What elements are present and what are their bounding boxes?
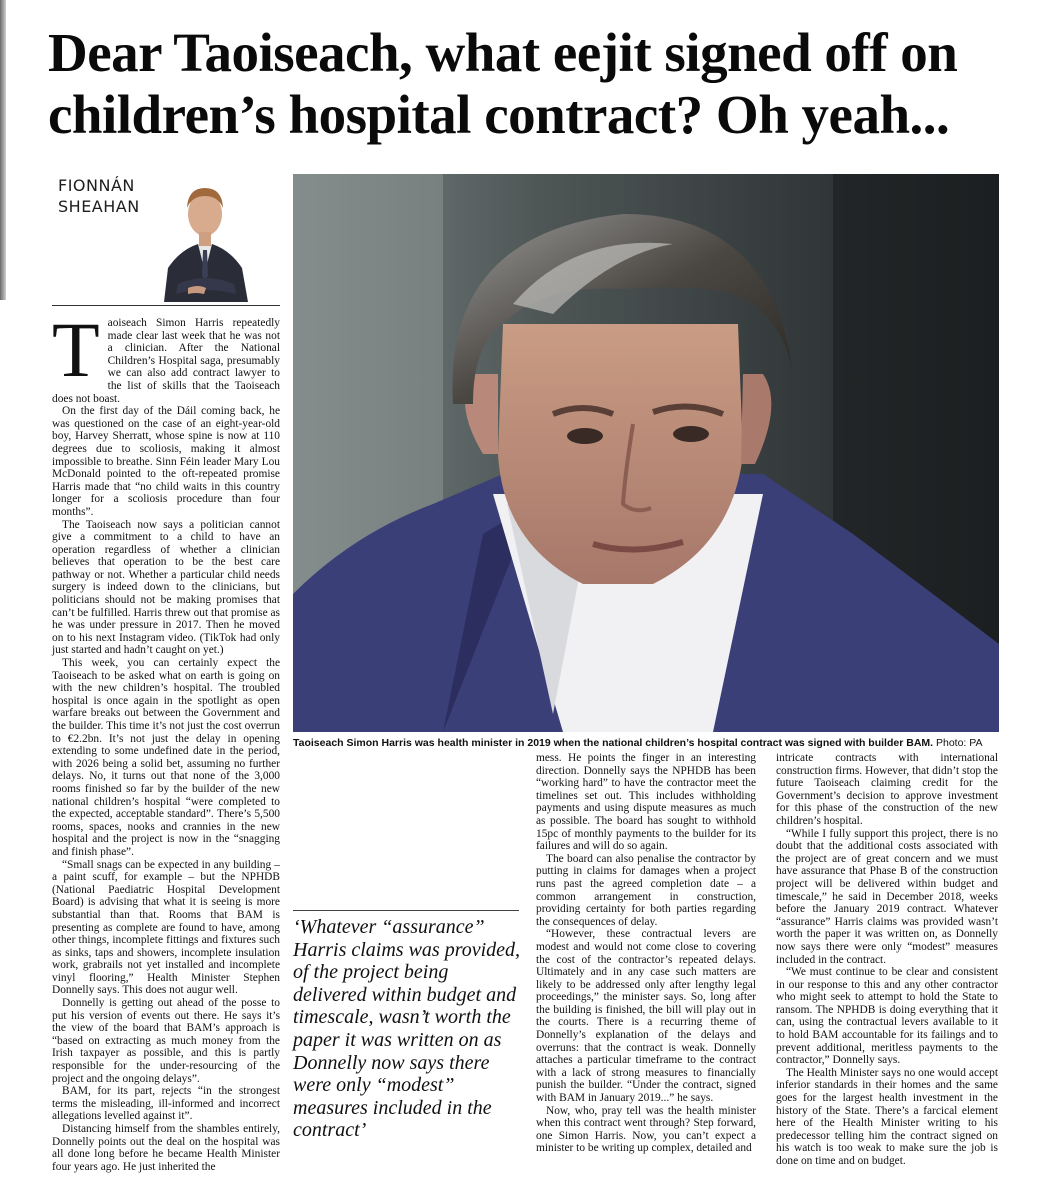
paragraph-12: Now, who, pray tell was the health minister when this contract went through? Step forward, one Simon Harris. Now, you can’t expect a minister to be writing up complex, detailed and xyxy=(536,1104,756,1155)
paragraph-13: intricate contracts with international construction firms. However, that didn’t stop the future Taoiseach claiming credit for the Government’s decision to approve investment for this phase of the construction of the new children’s hospital. xyxy=(776,752,998,827)
byline-last-name: SHEAHAN xyxy=(58,197,140,216)
paragraph-8: Distancing himself from the shambles entirely, Donnelly points out the deal on the hospital was all done long before he became Health Minister four years ago. He just inherited the xyxy=(52,1123,280,1173)
caption-text: Taoiseach Simon Harris was health minister in 2019 when the national children’s hospital contract was signed with builder BAM. xyxy=(293,737,934,749)
pullquote: ‘Whatever “assurance” Harris claims was provided, of the project being delivered within budget and timescale, wasn’t worth the paper it was written on as Donnelly now says there were only “modest” measures included in the contract’ xyxy=(293,916,521,1142)
paragraph-11: “However, these contractual levers are modest and would not come close to covering the cost of the contractor’s repeated delays. Ultimately and in any case such matters are likely to be addressed only after lengthy legal proceedings,” the minister says. So, long after the building is finished, the bill will play out in the courts. There is a recurring theme of Donnelly’s explanation of the delays and overruns: that the contract is weak. Donnelly attaches a particular timeframe to the contract with a lack of strong measures to financially punish the builder. “Under the contract, signed with BAM in January 2019...” he says. xyxy=(536,928,756,1105)
dropcap: T xyxy=(52,306,100,393)
paragraph-1 xyxy=(52,306,280,405)
byline-first-name: FIONNÁN xyxy=(58,176,135,195)
paragraph-9: mess. He points the finger in an interesting direction. Donnelly says the NPHDB has been “working hard” to have the contractor meet the timelines set out. This includes withholding payments and using dispute measures as much as possible. The board has sought to withhold 15pc of monthly payments to the builder for its failures and will do so again. xyxy=(536,752,756,853)
author-headshot xyxy=(158,172,252,302)
page-edge-shadow xyxy=(0,0,6,300)
photo-caption xyxy=(293,737,999,750)
pullquote-divider xyxy=(293,910,519,911)
paragraph-2: On the first day of the Dáil coming back, he was questioned on the case of an eight-year-old boy, Harvey Sherratt, whose spine is now at 110 degrees due to scoliosis, making it almost impossible to breathe. Sinn Féin leader Mary Lou McDonald pointed to the oft-repeated promise Harris made that “no child waits in this country longer for a scoliosis procedure than four months”. xyxy=(52,405,280,518)
paragraph-14: “While I fully support this project, there is no doubt that the additional costs associated with the project are of great concern and we must have assurance that Phase B of the construction project will be delivered within budget and timescale,” he said in December 2018, weeks before the January 2019 contract. Whatever “assurance” Harris claims was provided wasn’t worth the paper it was written on, as Donnelly now says there were only “modest” measures included in the contract. xyxy=(776,827,998,966)
paragraph-1-text: aoiseach Simon Harris repeatedly made clear last week that he was not a clinician. After the National Children’s Hospital saga, presumably we can also add contract lawyer to the list of skills that the Taoiseach does not boast. xyxy=(52,317,280,405)
paragraph-7: BAM, for its part, rejects “in the strongest terms the misleading, ill-informed and incorrect allegations levelled against it”. xyxy=(52,1085,280,1123)
byline xyxy=(58,175,138,217)
article-column-3 xyxy=(536,752,756,1157)
paragraph-4: This week, you can certainly expect the Taoiseach to be asked what on earth is going on with the new children’s hospital. The troubled hospital is once again in the spotlight as open warfare breaks out between the Government and the builder. This time it’s not just the cost overrun to €2.2bn. It’s not just the delay in opening extending to some undefined date in the period, with 2026 being a solid bet, assuming no further delays. No, it turns out that none of the 3,000 rooms finished so far by the builder of the new national children’s hospital “were completed to the expected, acceptable standard”. There’s 5,500 rooms, spaces, nooks and crannies in the new hospital and the project is now in the “snagging and finish phase”. xyxy=(52,657,280,858)
headline: Dear Taoiseach, what eejit signed off on children’s hospital contract? Oh yeah... xyxy=(48,22,958,145)
main-photo-simon-harris xyxy=(293,174,999,732)
paragraph-16: The Health Minister says no one would accept inferior standards in their homes and the same goes for the largest health investment in the history of the State. There’s a farcical element here of the Health Minister writing to his predecessor telling him the contract signed on his watch is too weak to make sure the job is done on time and on budget. xyxy=(776,1066,998,1167)
caption-credit: Photo: PA xyxy=(933,737,983,749)
paragraph-3: The Taoiseach now says a politician cannot give a commitment to a child to have an operation regardless of whether a clinician believes that operation to be the best care pathway or not. Whether a particular child needs surgery is indeed down to the clinicians, but politicians should not be making promises that can’t be fulfilled. Harris threw out that promise as he was under pressure in 2017. Then he moved on to his next Instagram video. (TikTok had only just started and hadn’t caught on yet.) xyxy=(52,518,280,657)
paragraph-15: “We must continue to be clear and consistent in our response to this and any other contractor who might seek to attempt to hold the State to ransom. The NPHDB is doing everything that it can, using the contractual levers available to it to hold BAM accountable for its failings and to prevent additional, meritless payments to the contractor,” Donnelly says. xyxy=(776,966,998,1067)
paragraph-5: “Small snags can be expected in any building – a paint scuff, for example – but the NPHDB (National Paediatric Hospital Development Board) is advising that what it is seeing is more substantial than that. Rooms that BAM is presenting as complete are found to have, among other things, incomplete fittings and fixtures such as sinks, taps and showers, incomplete insulation work, grabrails not yet installed and incomplete vinyl flooring,” Health Minister Stephen Donnelly says. This does not augur well. xyxy=(52,858,280,997)
article-column-4 xyxy=(776,752,998,1167)
paragraph-6: Donnelly is getting out ahead of the posse to put his version of events out there. He says it’s the view of the board that BAM’s approach is “based on extracting as much money from the Irish taxpayer as possible, and this is partly responsible for the under-resourcing of the project and the ongoing delays”. xyxy=(52,997,280,1085)
article-column-1 xyxy=(52,306,280,1173)
paragraph-10: The board can also penalise the contractor by putting in claims for damages when a project runs past the agreed completion date – a common arrangement in construction, providing certainty for both parties regarding the consequences of delay. xyxy=(536,852,756,928)
